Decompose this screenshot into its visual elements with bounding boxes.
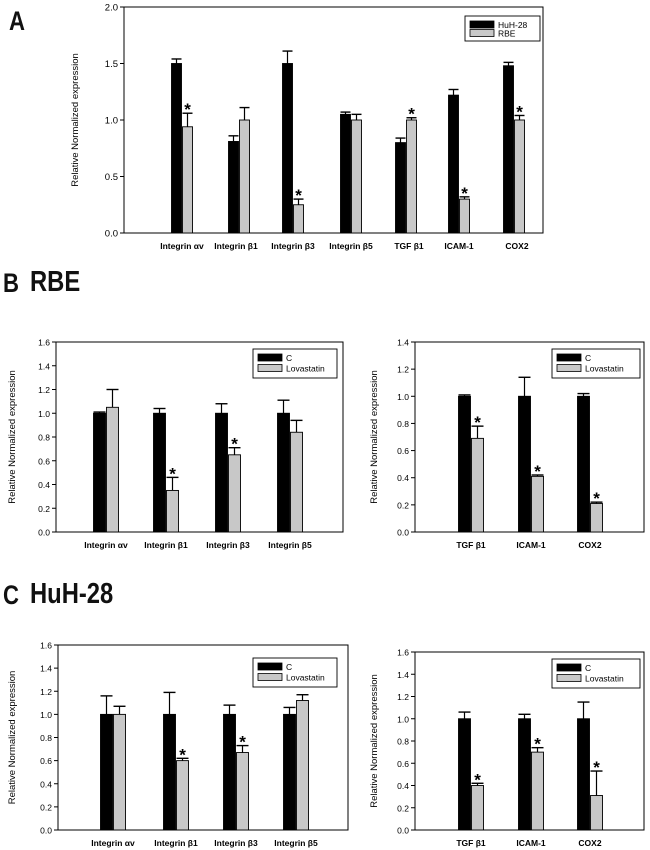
legend-label: C	[286, 353, 293, 363]
bar-s1	[459, 719, 471, 830]
legend-swatch	[557, 664, 581, 671]
x-tick-label: Integrin β5	[329, 241, 373, 251]
x-tick-label: Integrin β3	[214, 838, 258, 848]
bar-s1	[578, 396, 590, 532]
y-tick-label: 1.4	[397, 337, 409, 348]
y-tick-label: 1.0	[397, 714, 409, 725]
y-tick-label: 0.6	[397, 758, 409, 769]
y-axis-label: Relative Normalized expression	[7, 670, 18, 805]
y-tick-label: 1.6	[397, 647, 409, 658]
bar-s1	[224, 714, 236, 830]
y-tick-label: 1.2	[40, 686, 52, 697]
legend-label: HuH-28	[498, 20, 528, 30]
y-tick-label: 0.6	[397, 446, 409, 457]
bar-s2	[407, 120, 417, 233]
bar-s1	[94, 413, 106, 532]
x-tick-label: ICAM-1	[516, 838, 546, 848]
y-tick-label: 0.4	[38, 480, 50, 490]
chart-a	[70, 3, 543, 252]
significance-marker: *	[231, 434, 238, 454]
y-axis-label: Relative Normalized expression	[7, 370, 18, 504]
significance-marker: *	[474, 770, 481, 790]
bar-s2	[114, 714, 126, 830]
legend-swatch	[470, 30, 494, 37]
chart-b-right	[369, 338, 644, 551]
legend-label: Lovastatin	[286, 672, 325, 683]
panel-label-b: B	[3, 268, 19, 298]
bar-s1	[449, 95, 459, 233]
bar-s2	[472, 438, 484, 532]
bar-s1	[341, 114, 351, 233]
y-tick-label: 2.0	[104, 2, 118, 14]
significance-marker: *	[169, 464, 176, 484]
significance-marker: *	[516, 102, 523, 122]
legend-label: C	[286, 662, 293, 672]
y-tick-label: 1.2	[397, 364, 409, 375]
significance-marker: *	[239, 732, 246, 752]
bar-s2	[460, 199, 470, 233]
y-tick-label: 0.0	[104, 228, 118, 240]
bar-s2	[237, 753, 249, 830]
y-tick-label: 0.8	[397, 736, 409, 747]
y-tick-label: 0.8	[38, 432, 50, 443]
x-tick-label: ICAM-1	[444, 241, 474, 251]
y-tick-label: 1.4	[397, 669, 409, 680]
significance-marker: *	[295, 186, 302, 206]
y-tick-label: 0.8	[40, 733, 52, 743]
bar-s1	[519, 396, 531, 532]
bar-s1	[504, 66, 514, 233]
legend-label: Lovastatin	[585, 363, 624, 374]
y-tick-label: 1.4	[40, 663, 52, 674]
legend	[253, 658, 337, 687]
legend-swatch	[258, 365, 282, 372]
bar-s2	[107, 407, 119, 532]
y-tick-label: 1.5	[104, 59, 118, 70]
bar-s2	[472, 786, 484, 831]
x-tick-label: COX2	[505, 241, 529, 251]
x-tick-label: Integrin β5	[274, 838, 318, 848]
y-tick-label: 0.6	[38, 456, 50, 467]
bar-s1	[519, 719, 531, 830]
y-tick-label: 0.6	[40, 756, 52, 767]
y-tick-label: 0.4	[40, 779, 52, 790]
significance-marker: *	[474, 413, 481, 433]
y-axis-label: Relative Normalized expression	[369, 370, 380, 504]
legend	[552, 349, 640, 378]
significance-marker: *	[593, 489, 600, 509]
x-tick-label: COX2	[578, 540, 602, 550]
y-tick-label: 1.0	[397, 391, 409, 402]
y-tick-label: 0.2	[397, 803, 409, 814]
bar-s2	[177, 761, 189, 830]
legend	[253, 349, 337, 378]
bar-s1	[396, 143, 406, 233]
legend-label: RBE	[498, 28, 516, 39]
x-tick-label: TGF β1	[456, 540, 486, 550]
y-tick-label: 0.5	[104, 172, 118, 183]
legend	[465, 16, 540, 41]
significance-marker: *	[408, 104, 415, 124]
bar-s1	[101, 714, 113, 830]
chart-b-left	[7, 338, 343, 551]
y-tick-label: 0.8	[397, 418, 409, 429]
legend-label: C	[585, 663, 592, 673]
y-axis-label: Relative Normalized expression	[70, 53, 81, 187]
bar-s1	[459, 396, 471, 532]
bar-s2	[352, 120, 362, 233]
chart-c-left	[7, 641, 348, 849]
x-tick-label: TGF β1	[394, 241, 424, 251]
panel-c-title: HuH-28	[30, 578, 114, 610]
bar-s1	[216, 413, 228, 532]
significance-marker: *	[593, 758, 600, 778]
y-tick-label: 0.0	[397, 527, 409, 538]
y-tick-label: 1.0	[38, 408, 50, 419]
significance-marker: *	[179, 745, 186, 765]
x-tick-label: Integrin β1	[144, 540, 188, 550]
x-tick-label: Integrin β3	[271, 241, 315, 251]
bar-s2	[240, 120, 250, 233]
significance-marker: *	[534, 462, 541, 481]
bar-s2	[515, 120, 525, 233]
bar-s2	[167, 490, 179, 532]
legend-swatch	[258, 354, 282, 361]
bar-s1	[278, 413, 290, 532]
x-tick-label: Integrin αv	[91, 838, 135, 848]
panel-b-title: RBE	[30, 266, 81, 298]
bar-s1	[578, 719, 590, 830]
legend-swatch	[470, 21, 494, 28]
legend	[552, 659, 640, 688]
bar-s1	[164, 714, 176, 830]
significance-marker: *	[534, 734, 541, 754]
legend-swatch	[557, 365, 581, 372]
panel-label-c: C	[3, 580, 19, 610]
bar-s2	[297, 701, 309, 831]
bar-s1	[283, 64, 293, 234]
x-tick-label: Integrin β5	[268, 540, 312, 550]
chart-c-right	[369, 648, 644, 849]
bar-s1	[154, 413, 166, 532]
x-tick-label: Integrin αv	[84, 540, 128, 550]
panel-label-a: A	[9, 6, 25, 36]
bar-s2	[591, 796, 603, 830]
legend-label: Lovastatin	[286, 363, 325, 374]
x-tick-label: COX2	[578, 838, 602, 848]
bar-s1	[172, 64, 182, 234]
y-tick-label: 1.0	[40, 709, 52, 720]
legend-swatch	[557, 675, 581, 682]
y-tick-label: 0.2	[40, 802, 52, 813]
y-tick-label: 1.2	[38, 385, 50, 395]
legend-swatch	[258, 674, 282, 681]
bar-s1	[284, 714, 296, 830]
x-tick-label: ICAM-1	[516, 540, 546, 550]
y-tick-label: 1.6	[38, 337, 50, 348]
y-tick-label: 1.4	[38, 361, 50, 372]
y-tick-label: 1.6	[40, 640, 52, 651]
y-tick-label: 1.0	[104, 115, 118, 127]
legend-label: C	[585, 353, 592, 363]
y-axis-label: Relative Normalized expression	[369, 674, 380, 808]
bar-s2	[532, 752, 544, 830]
y-tick-label: 0.4	[397, 781, 409, 791]
bar-s2	[532, 476, 544, 532]
x-tick-label: Integrin β1	[154, 838, 198, 848]
bar-s2	[291, 432, 303, 532]
x-tick-label: Integrin β1	[214, 241, 258, 251]
bar-s2	[294, 205, 304, 233]
y-tick-label: 1.2	[397, 692, 409, 702]
y-tick-label: 0.2	[397, 500, 409, 511]
x-tick-label: Integrin β3	[206, 540, 250, 550]
x-tick-label: Integrin αv	[160, 241, 204, 251]
y-tick-label: 0.0	[40, 825, 52, 836]
y-tick-label: 0.0	[38, 527, 50, 538]
bar-s2	[229, 455, 241, 532]
legend-swatch	[557, 354, 581, 361]
bar-s2	[183, 127, 193, 233]
significance-marker: *	[184, 100, 191, 120]
y-tick-label: 0.0	[397, 825, 409, 836]
bar-s1	[229, 141, 239, 233]
y-tick-label: 0.2	[38, 503, 50, 514]
significance-marker: *	[461, 183, 468, 203]
x-tick-label: TGF β1	[456, 838, 486, 848]
legend-label: Lovastatin	[585, 673, 624, 684]
legend-swatch	[258, 663, 282, 670]
y-tick-label: 0.4	[397, 473, 409, 484]
